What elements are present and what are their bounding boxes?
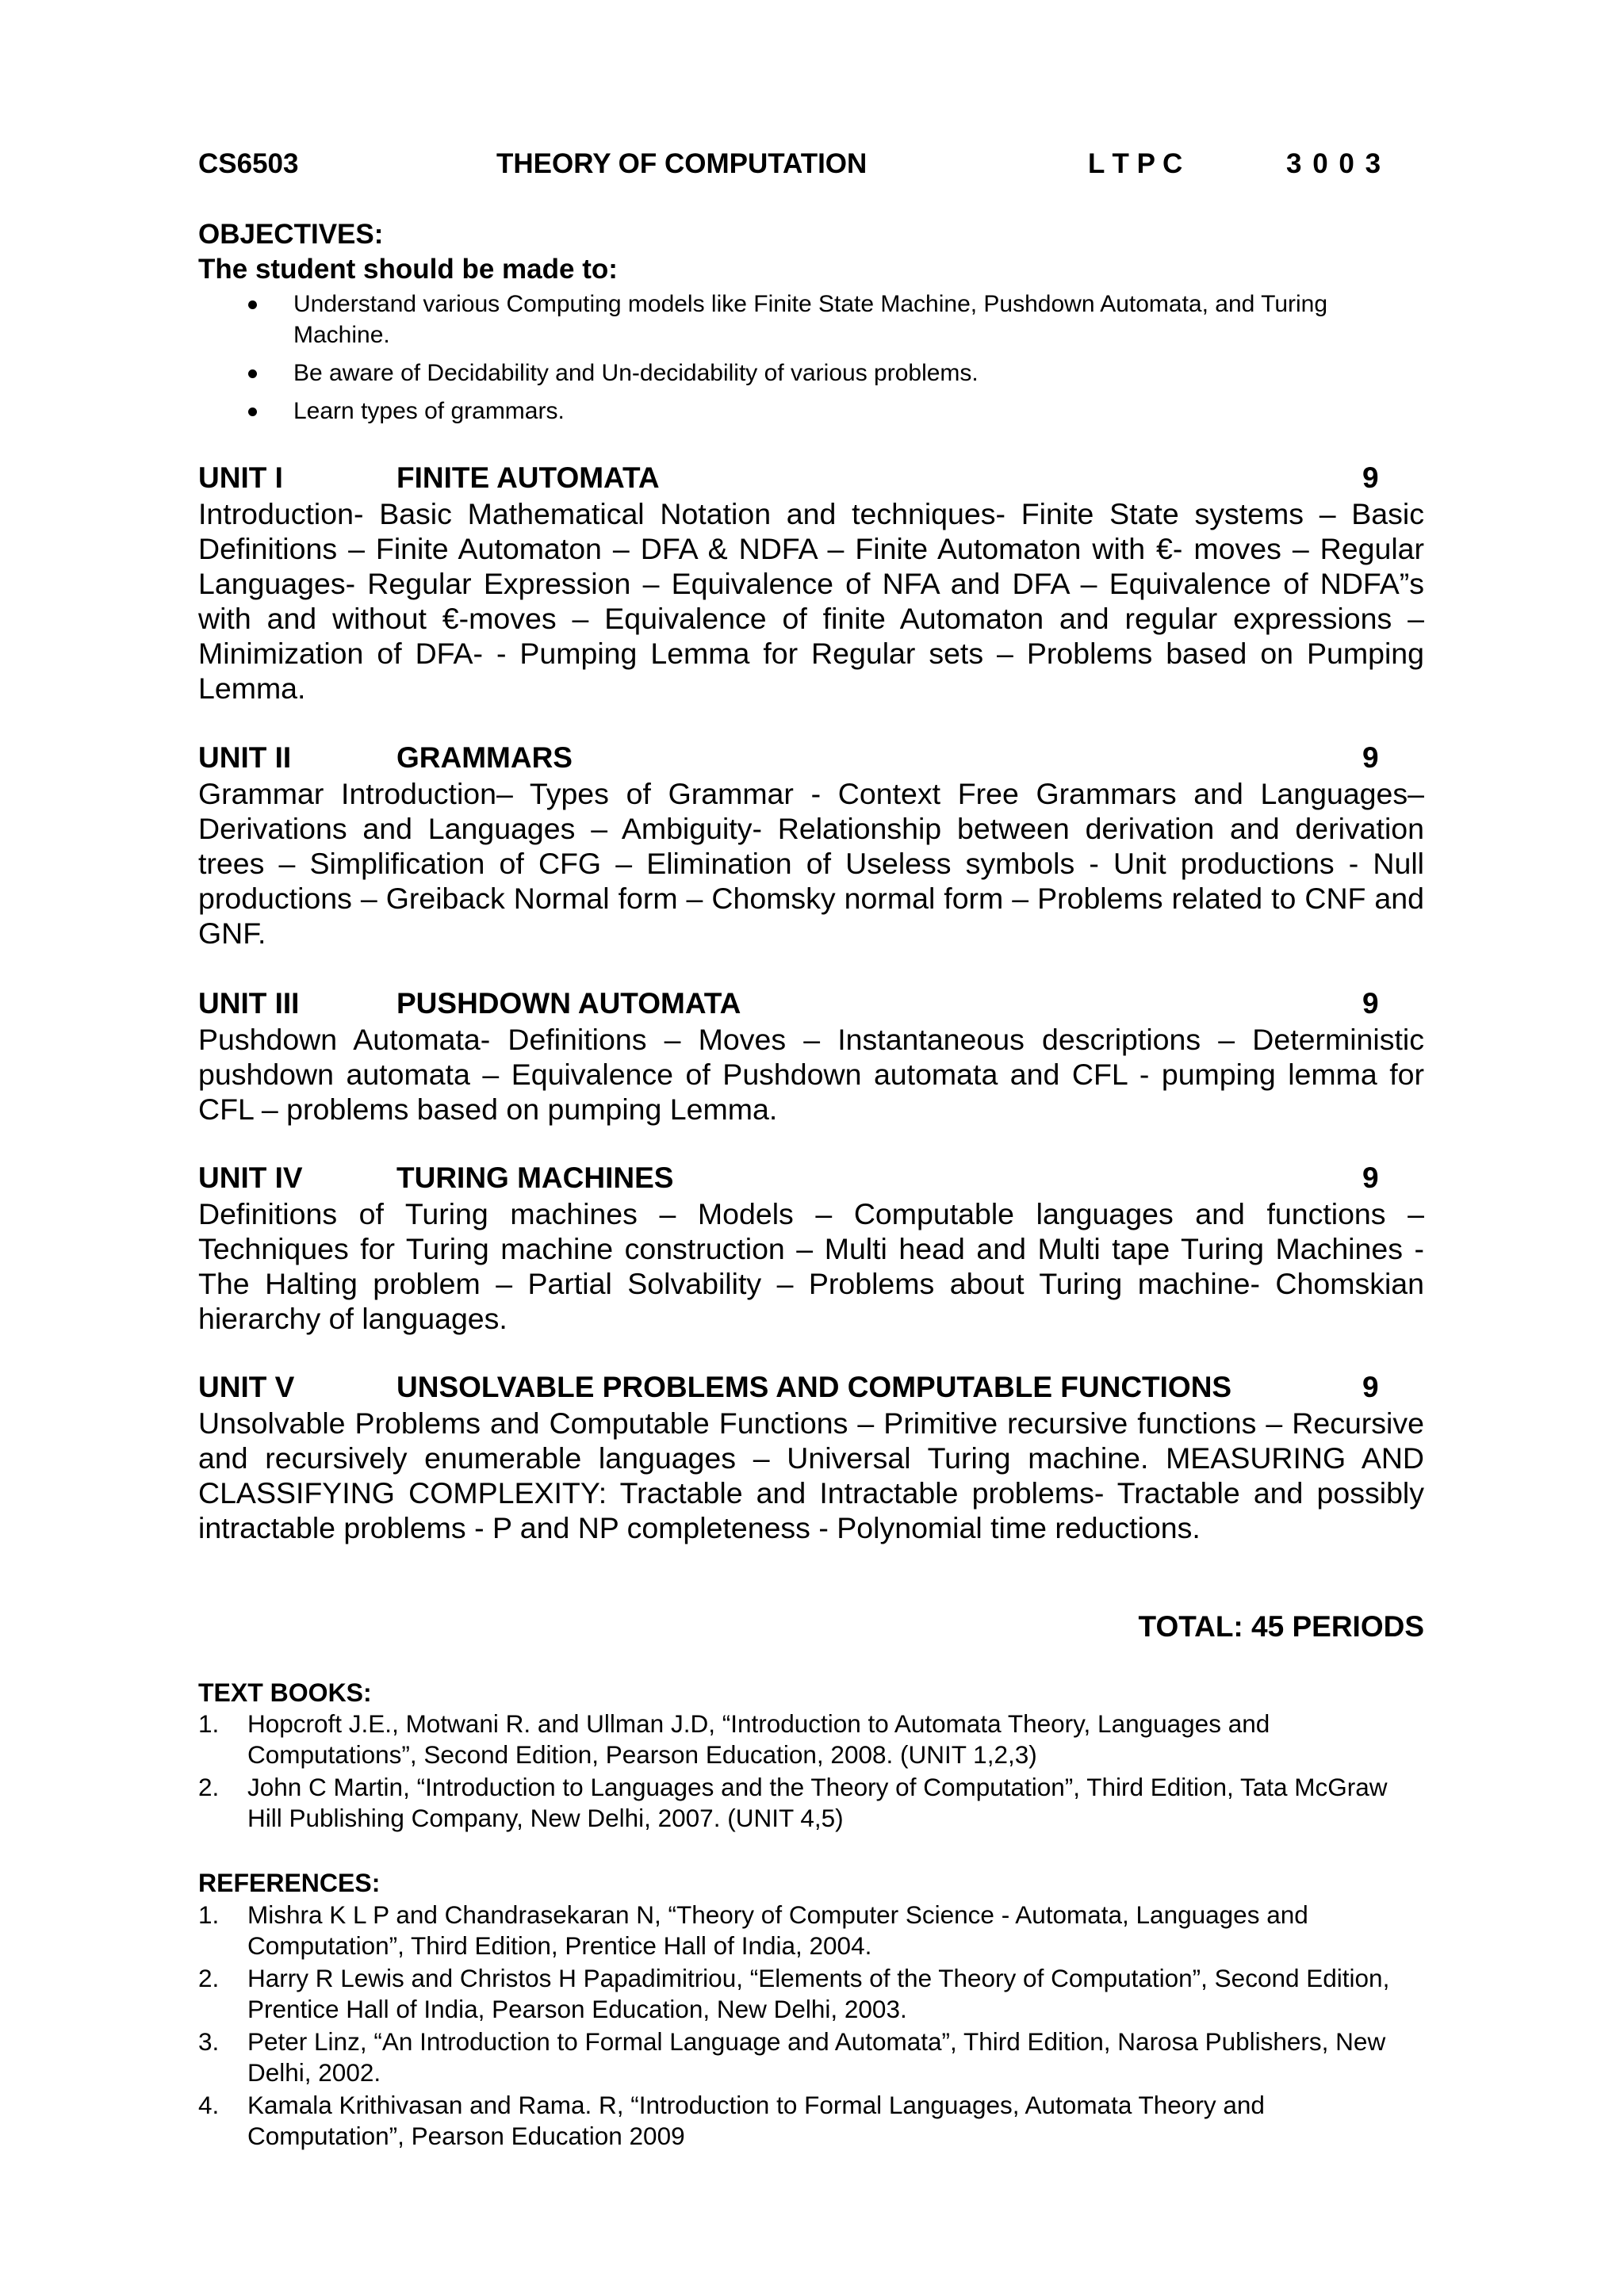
objectives-list [293,289,1427,434]
unit-title: UNSOLVABLE PROBLEMS AND COMPUTABLE FUNCTIONS [396,1371,1232,1403]
item-text: Peter Linz, “An Introduction to Formal Language and Automata”, Third Edition, Narosa Publishers, New Delhi, 2002. [247,2027,1386,2087]
unit-label: UNIT IV [198,1161,303,1194]
unit-5-body: Unsolvable Problems and Computable Functions – Primitive recursive functions – Recursive and recursively enumerable languages – Universal Turing machine. MEASURING AND CLASSIFYING COMPLEXITY: Tractable and Intractable problems- Tractable and possibly intractable problems - P and NP completeness - Polynomial time reductions. [198,1406,1424,1544]
unit-hours: 9 [1362,1161,1379,1194]
unit-title: TURING MACHINES [396,1161,674,1194]
unit-1-body: Introduction- Basic Mathematical Notation and techniques- Finite State systems – Basic Definitions – Finite Automaton – DFA & NDFA – Finite Automaton with €- moves – Regular Languages- Regular Expression – Equivalence of NFA and DFA – Equivalence of NDFA”s with and without €-moves – Equivalence of finite Automaton and regular expressions – Minimization of DFA- - Pumping Lemma for Regular sets – Problems based on Pumping Lemma. [198,497,1424,705]
unit-hours: 9 [1362,987,1379,1020]
reference-item [198,1900,1427,1961]
unit-label: UNIT I [198,461,283,494]
text-books-heading: TEXT BOOKS: [198,1678,372,1707]
unit-hours: 9 [1362,741,1379,774]
objectives-subheading: The student should be made to: [198,254,618,285]
item-text: Kamala Krithivasan and Rama. R, “Introduction to Formal Languages, Automata Theory and Computation”, Pearson Education 2009 [247,2091,1265,2150]
unit-4-body: Definitions of Turing machines – Models – Computable languages and functions – Techniques for Turing machine construction – Multi head and Multi tape Turing Machines - The Halting problem – Partial Solvability – Problems about Turing machine- Chomskian hierarchy of languages. [198,1197,1424,1335]
item-number: 2. [198,1964,220,1992]
unit-2-body: Grammar Introduction– Types of Grammar - Context Free Grammars and Languages– Derivations and Languages – Ambiguity- Relationship between derivation and derivation trees – Simplification of CFG – Elimination of Useless symbols - Unit productions - Null productions – Greiback Normal form – Chomsky normal form – Problems related to CNF and GNF. [198,777,1424,950]
item-number: 1. [198,1900,220,1929]
reference-item [198,2090,1427,2152]
unit-title: FINITE AUTOMATA [396,461,660,494]
objective-item: Be aware of Decidability and Un-decidability of various problems. [293,358,1427,388]
item-number: 2. [198,1773,220,1801]
total-periods: TOTAL: 45 PERIODS [1138,1610,1424,1643]
objectives-heading: OBJECTIVES: [198,219,384,250]
item-text: Mishra K L P and Chandrasekaran N, “Theory of Computer Science - Automata, Languages and Computation”, Third Edition, Prentice Hall of India, 2004. [247,1900,1308,1960]
text-book-item [198,1709,1427,1770]
text-book-item [198,1772,1427,1834]
item-number: 1. [198,1709,220,1738]
item-text: Harry R Lewis and Christos H Papadimitriou, “Elements of the Theory of Computation”, Second Edition, Prentice Hall of India, Pearson Education, New Delhi, 2003. [247,1964,1390,2023]
unit-label: UNIT III [198,987,300,1020]
reference-item [198,1963,1427,2025]
course-title: THEORY OF COMPUTATION [496,148,868,179]
unit-hours: 9 [1362,461,1379,494]
unit-3-body: Pushdown Automata- Definitions – Moves – Instantaneous descriptions – Deterministic pushdown automata – Equivalence of Pushdown automata and CFL - pumping lemma for CFL – problems based on pumping Lemma. [198,1023,1424,1126]
item-text: Hopcroft J.E., Motwani R. and Ullman J.D, “Introduction to Automata Theory, Languages and Computations”, Second Edition, Pearson Education, 2008. (UNIT 1,2,3) [247,1709,1270,1769]
item-number: 4. [198,2091,220,2119]
ltpc-label: L T P C [1088,148,1183,179]
objective-item: Understand various Computing models like Finite State Machine, Pushdown Automata, and Turing Machine. [293,289,1427,350]
unit-label: UNIT II [198,741,292,774]
reference-item [198,2026,1427,2088]
objective-item: Learn types of grammars. [293,396,1427,427]
text-books-list [198,1709,1427,1835]
course-code: CS6503 [198,148,299,179]
item-text: John C Martin, “Introduction to Languages and the Theory of Computation”, Third Edition, Tata McGraw Hill Publishing Company, New Delhi, 2007. (UNIT 4,5) [247,1773,1388,1832]
unit-title: PUSHDOWN AUTOMATA [396,987,741,1020]
references-list [198,1900,1427,2153]
unit-hours: 9 [1362,1371,1379,1403]
unit-title: GRAMMARS [396,741,573,774]
item-number: 3. [198,2027,220,2056]
references-heading: REFERENCES: [198,1869,381,1897]
ltpc-values: 3 0 0 3 [1286,148,1383,179]
unit-label: UNIT V [198,1371,295,1403]
